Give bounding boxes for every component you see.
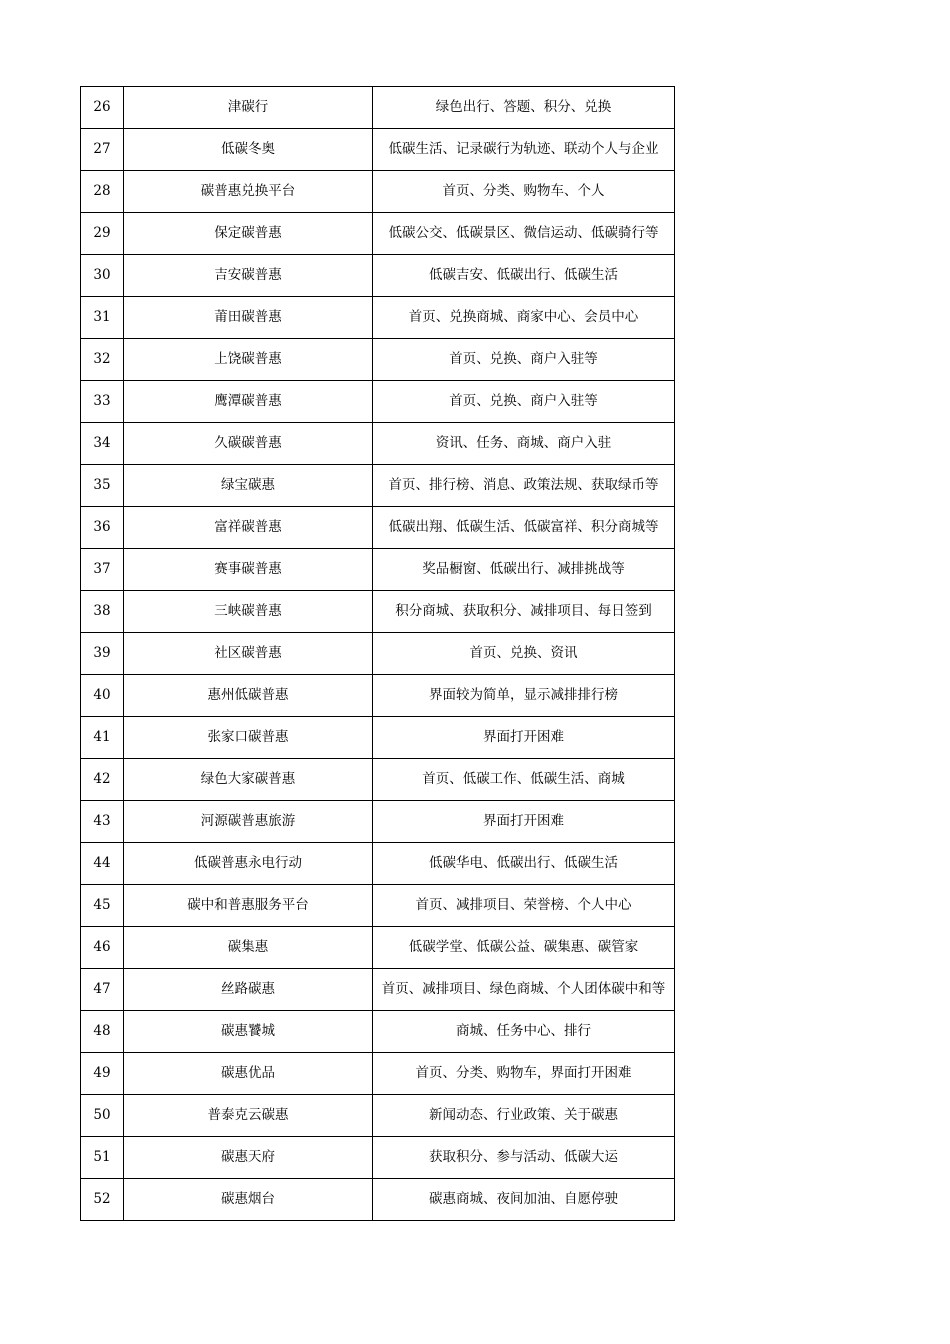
platform-name-cell: 社区碳普惠 bbox=[124, 633, 373, 675]
platform-name-cell: 碳集惠 bbox=[124, 927, 373, 969]
platform-name-cell: 赛事碳普惠 bbox=[124, 549, 373, 591]
row-number-cell: 29 bbox=[81, 213, 124, 255]
table-row bbox=[81, 507, 675, 549]
features-cell: 首页、兑换商城、商家中心、会员中心 bbox=[373, 297, 675, 339]
row-number-cell: 50 bbox=[81, 1095, 124, 1137]
features-cell: 低碳吉安、低碳出行、低碳生活 bbox=[373, 255, 675, 297]
platform-name-cell: 河源碳普惠旅游 bbox=[124, 801, 373, 843]
platform-name-cell: 碳惠烟台 bbox=[124, 1179, 373, 1221]
platform-name-cell: 张家口碳普惠 bbox=[124, 717, 373, 759]
platform-name-cell: 碳惠天府 bbox=[124, 1137, 373, 1179]
table-row bbox=[81, 633, 675, 675]
row-number-cell: 33 bbox=[81, 381, 124, 423]
row-number-cell: 43 bbox=[81, 801, 124, 843]
table-row bbox=[81, 255, 675, 297]
row-number-cell: 31 bbox=[81, 297, 124, 339]
row-number-cell: 40 bbox=[81, 675, 124, 717]
table-row bbox=[81, 129, 675, 171]
row-number-cell: 41 bbox=[81, 717, 124, 759]
features-cell: 低碳生活、记录碳行为轨迹、联动个人与企业 bbox=[373, 129, 675, 171]
row-number-cell: 36 bbox=[81, 507, 124, 549]
row-number-cell: 35 bbox=[81, 465, 124, 507]
platform-name-cell: 碳惠饕城 bbox=[124, 1011, 373, 1053]
table-row bbox=[81, 213, 675, 255]
table-row bbox=[81, 1095, 675, 1137]
features-cell: 首页、减排项目、绿色商城、个人团体碳中和等 bbox=[373, 969, 675, 1011]
features-cell: 界面打开困难 bbox=[373, 717, 675, 759]
row-number-cell: 51 bbox=[81, 1137, 124, 1179]
table-row bbox=[81, 591, 675, 633]
row-number-cell: 52 bbox=[81, 1179, 124, 1221]
table-body bbox=[81, 87, 675, 1221]
features-cell: 新闻动态、行业政策、关于碳惠 bbox=[373, 1095, 675, 1137]
features-cell: 绿色出行、答题、积分、兑换 bbox=[373, 87, 675, 129]
table-row bbox=[81, 1137, 675, 1179]
table-row bbox=[81, 87, 675, 129]
platform-name-cell: 绿色大家碳普惠 bbox=[124, 759, 373, 801]
table-row bbox=[81, 171, 675, 213]
row-number-cell: 39 bbox=[81, 633, 124, 675]
platform-name-cell: 三峡碳普惠 bbox=[124, 591, 373, 633]
table-row bbox=[81, 465, 675, 507]
platform-name-cell: 低碳普惠永电行动 bbox=[124, 843, 373, 885]
table-row bbox=[81, 1179, 675, 1221]
features-cell: 低碳学堂、低碳公益、碳集惠、碳管家 bbox=[373, 927, 675, 969]
table-row bbox=[81, 759, 675, 801]
platform-name-cell: 丝路碳惠 bbox=[124, 969, 373, 1011]
row-number-cell: 38 bbox=[81, 591, 124, 633]
table-row bbox=[81, 1011, 675, 1053]
features-cell: 低碳华电、低碳出行、低碳生活 bbox=[373, 843, 675, 885]
table-row bbox=[81, 381, 675, 423]
row-number-cell: 27 bbox=[81, 129, 124, 171]
features-cell: 首页、减排项目、荣誉榜、个人中心 bbox=[373, 885, 675, 927]
platform-name-cell: 碳惠优品 bbox=[124, 1053, 373, 1095]
table-row bbox=[81, 717, 675, 759]
features-cell: 奖品橱窗、低碳出行、减排挑战等 bbox=[373, 549, 675, 591]
row-number-cell: 48 bbox=[81, 1011, 124, 1053]
row-number-cell: 37 bbox=[81, 549, 124, 591]
features-cell: 界面较为简单，显示减排排行榜 bbox=[373, 675, 675, 717]
features-cell: 界面打开困难 bbox=[373, 801, 675, 843]
row-number-cell: 30 bbox=[81, 255, 124, 297]
platform-name-cell: 富祥碳普惠 bbox=[124, 507, 373, 549]
table-row bbox=[81, 339, 675, 381]
features-cell: 商城、任务中心、排行 bbox=[373, 1011, 675, 1053]
table-row bbox=[81, 969, 675, 1011]
platform-name-cell: 保定碳普惠 bbox=[124, 213, 373, 255]
row-number-cell: 44 bbox=[81, 843, 124, 885]
features-cell: 首页、分类、购物车，界面打开困难 bbox=[373, 1053, 675, 1095]
features-cell: 获取积分、参与活动、低碳大运 bbox=[373, 1137, 675, 1179]
features-cell: 首页、兑换、商户入驻等 bbox=[373, 339, 675, 381]
features-cell: 低碳出翔、低碳生活、低碳富祥、积分商城等 bbox=[373, 507, 675, 549]
features-cell: 首页、分类、购物车、个人 bbox=[373, 171, 675, 213]
platform-name-cell: 普泰克云碳惠 bbox=[124, 1095, 373, 1137]
features-cell: 碳惠商城、夜间加油、自愿停驶 bbox=[373, 1179, 675, 1221]
features-cell: 首页、兑换、资讯 bbox=[373, 633, 675, 675]
row-number-cell: 34 bbox=[81, 423, 124, 465]
table-row bbox=[81, 1053, 675, 1095]
platform-name-cell: 惠州低碳普惠 bbox=[124, 675, 373, 717]
platform-name-cell: 碳中和普惠服务平台 bbox=[124, 885, 373, 927]
row-number-cell: 47 bbox=[81, 969, 124, 1011]
platform-name-cell: 吉安碳普惠 bbox=[124, 255, 373, 297]
row-number-cell: 28 bbox=[81, 171, 124, 213]
platform-name-cell: 鹰潭碳普惠 bbox=[124, 381, 373, 423]
row-number-cell: 45 bbox=[81, 885, 124, 927]
platform-name-cell: 津碳行 bbox=[124, 87, 373, 129]
table-row bbox=[81, 885, 675, 927]
platform-name-cell: 莆田碳普惠 bbox=[124, 297, 373, 339]
table-row bbox=[81, 843, 675, 885]
platform-name-cell: 绿宝碳惠 bbox=[124, 465, 373, 507]
row-number-cell: 46 bbox=[81, 927, 124, 969]
table-row bbox=[81, 927, 675, 969]
table-row bbox=[81, 675, 675, 717]
table-row bbox=[81, 423, 675, 465]
row-number-cell: 49 bbox=[81, 1053, 124, 1095]
features-cell: 首页、排行榜、消息、政策法规、获取绿币等 bbox=[373, 465, 675, 507]
features-cell: 首页、兑换、商户入驻等 bbox=[373, 381, 675, 423]
platform-name-cell: 低碳冬奥 bbox=[124, 129, 373, 171]
row-number-cell: 26 bbox=[81, 87, 124, 129]
table-row bbox=[81, 549, 675, 591]
row-number-cell: 42 bbox=[81, 759, 124, 801]
platform-name-cell: 碳普惠兑换平台 bbox=[124, 171, 373, 213]
features-cell: 首页、低碳工作、低碳生活、商城 bbox=[373, 759, 675, 801]
features-cell: 积分商城、获取积分、减排项目、每日签到 bbox=[373, 591, 675, 633]
platform-name-cell: 久碳碳普惠 bbox=[124, 423, 373, 465]
platform-table bbox=[80, 86, 675, 1221]
table-row bbox=[81, 297, 675, 339]
table-row bbox=[81, 801, 675, 843]
platform-name-cell: 上饶碳普惠 bbox=[124, 339, 373, 381]
features-cell: 低碳公交、低碳景区、微信运动、低碳骑行等 bbox=[373, 213, 675, 255]
features-cell: 资讯、任务、商城、商户入驻 bbox=[373, 423, 675, 465]
row-number-cell: 32 bbox=[81, 339, 124, 381]
